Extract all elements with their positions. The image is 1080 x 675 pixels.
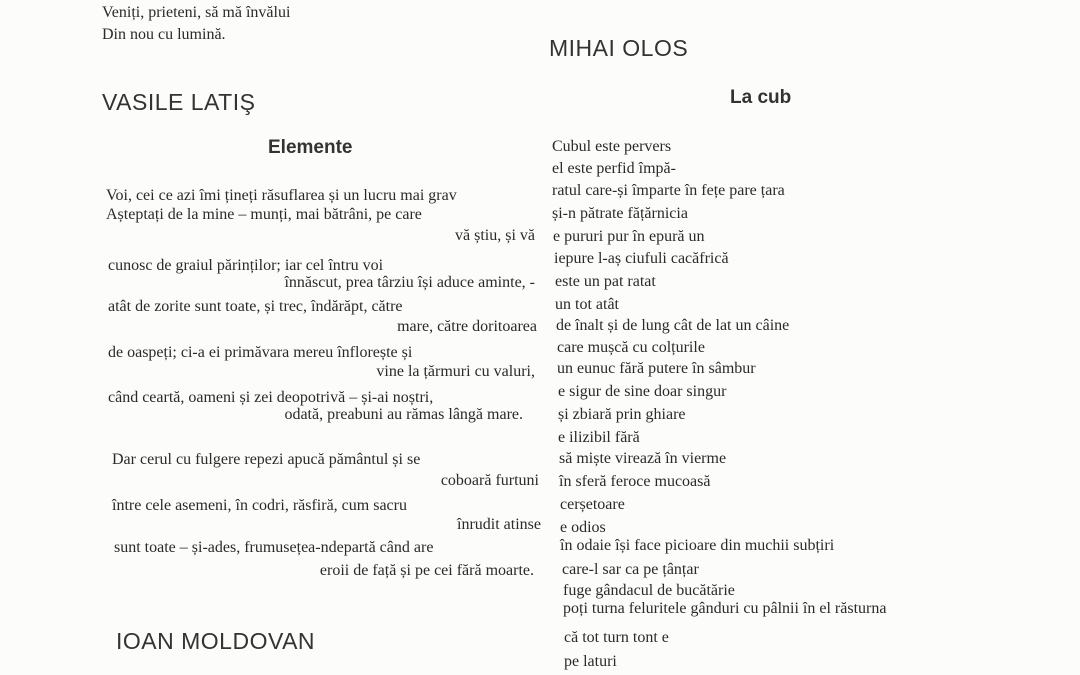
verse-line: cunosc de graiul părinților; iar cel întru voi [108,257,384,274]
poem-title-la-cub: La cub [730,87,792,108]
verse-line: un eunuc fără putere în sâmbur [557,360,756,377]
verse-line: este un pat ratat [555,273,656,290]
verse-line: poți turna feluritele gânduri cu pâlnii în el răsturna [563,600,887,617]
verse-line: să miște virează în vierme [559,450,727,467]
verse-line: când ceartă, oameni și zei deopotrivă – și-ai noștri, [108,389,434,406]
verse-line: Așteptați de la mine – munți, mai bătrâni, pe care [106,206,422,223]
author-name-vasile-latis: VASILE LATIŞ [102,89,256,115]
verse-line: e ilizibil fără [558,429,640,446]
fragment-line: Din nou cu lumină. [102,26,226,43]
verse-line: e sigur de sine doar singur [558,383,727,400]
verse-line: iepure l-aș ciufuli cacăfrică [554,250,729,267]
verse-line: un tot atât [555,296,619,313]
verse-line: între cele asemeni, în codri, răsfiră, cum sacru [112,497,407,514]
author-name-ioan-moldovan: IOAN MOLDOVAN [116,628,316,654]
verse-line: care-l sar ca pe țânțar [562,561,699,578]
verse-line: și-n pătrate fățărnicia [552,205,688,222]
verse-line: sunt toate – și-ades, frumusețea-ndepartă când are [114,539,434,556]
verse-line: eroii de față și pe cei fără moarte. [319,562,534,579]
poem-title-elemente: Elemente [268,137,353,158]
verse-line: vine la țărmuri cu valuri, [376,363,535,380]
previous-poem-fragment [102,2,290,46]
verse-line: înrudit atinse [457,516,541,533]
verse-line: odată, preabuni au rămas lângă mare. [284,406,523,423]
verse-line: în sferă feroce mucoasă [559,473,711,490]
verse-line: Cubul este pervers [552,138,672,155]
fragment-line: Veniți, prieteni, să mă învălui [102,4,291,21]
verse-line: înnăscut, prea târziu își aduce aminte, - [284,274,535,291]
verse-line: și zbiară prin ghiare [558,406,686,423]
verse-line: fuge gândacul de bucătărie [563,582,735,599]
verse-line: că tot turn tont e [564,629,669,646]
verse-line: atât de zorite sunt toate, și trec, îndărăpt, către [108,298,403,315]
verse-line: de oaspeți; ci-a ei primăvara mereu înflorește și [108,344,413,361]
verse-line: pe laturi [564,653,617,670]
verse-line: e pururi pur în epură un [553,228,705,245]
verse-line: în odaie își face picioare din muchii subțiri [560,537,835,554]
verse-line: Voi, cei ce azi îmi țineți răsuflarea și un lucru mai grav [106,187,457,204]
verse-line: ratul care-și împarte în fețe pare țara [552,182,785,199]
verse-line: Dar cerul cu fulgere repezi apucă pământul și se [112,451,421,468]
verse-line: mare, către doritoarea [397,318,537,335]
verse-line: el este perfid împă- [552,160,676,177]
verse-line: coboară furtuni [440,472,539,489]
verse-line: e odios [560,519,606,536]
author-name-mihai-olos: MIHAI OLOS [549,35,689,61]
verse-line: cerșetoare [560,496,625,513]
verse-line: vă știu, și vă [455,227,535,244]
verse-line: de înalt și de lung cât de lat un câine [556,317,790,334]
verse-line: care mușcă cu colțurile [557,339,705,356]
